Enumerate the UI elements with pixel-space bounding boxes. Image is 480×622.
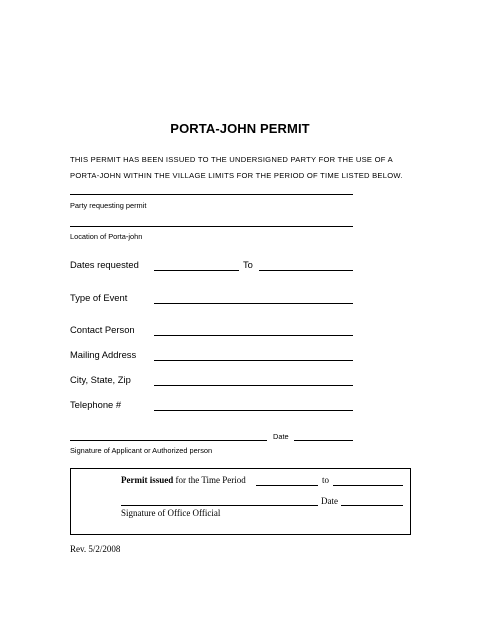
permit-issued-rest: for the Time Period — [173, 475, 246, 485]
dates-to-label: To — [243, 259, 253, 270]
permit-issued-text — [121, 475, 246, 485]
intro-line-1: THIS PERMIT HAS BEEN ISSUED TO THE UNDERSIGNED PARTY FOR THE USE OF A — [70, 155, 393, 164]
telephone-label: Telephone # — [70, 399, 122, 410]
intro-line-2: PORTA-JOHN WITHIN THE VILLAGE LIMITS FOR THE PERIOD OF TIME LISTED BELOW. — [70, 171, 403, 180]
city-state-zip-label: City, State, Zip — [70, 374, 131, 385]
office-signature-label: Signature of Office Official — [121, 508, 221, 518]
party-requesting-line[interactable] — [70, 194, 353, 195]
telephone-line[interactable] — [154, 410, 353, 411]
contact-person-line[interactable] — [154, 335, 353, 336]
location-line[interactable] — [70, 226, 353, 227]
dates-requested-to-line[interactable] — [259, 270, 353, 271]
city-state-zip-line[interactable] — [154, 385, 353, 386]
type-of-event-label: Type of Event — [70, 292, 128, 303]
time-period-from-line[interactable] — [256, 485, 318, 486]
page-title: PORTA-JOHN PERMIT — [170, 121, 310, 136]
mailing-address-label: Mailing Address — [70, 349, 137, 360]
office-date-line[interactable] — [341, 505, 403, 506]
mailing-address-line[interactable] — [154, 360, 353, 361]
office-use-box — [70, 468, 411, 535]
applicant-date-line[interactable] — [294, 440, 353, 441]
dates-requested-from-line[interactable] — [154, 270, 239, 271]
office-signature-line[interactable] — [121, 505, 318, 506]
contact-person-label: Contact Person — [70, 324, 135, 335]
permit-issued-bold: Permit issued — [121, 475, 174, 485]
office-date-label: Date — [321, 496, 338, 506]
applicant-date-label: Date — [273, 432, 289, 441]
type-of-event-line[interactable] — [154, 303, 353, 304]
revision-label: Rev. 5/2/2008 — [70, 544, 121, 554]
applicant-signature-line[interactable] — [70, 440, 267, 441]
applicant-signature-label: Signature of Applicant or Authorized person — [70, 446, 213, 455]
party-requesting-label: Party requesting permit — [70, 201, 147, 210]
location-label: Location of Porta-john — [70, 232, 143, 241]
time-period-to-label: to — [322, 475, 330, 485]
dates-requested-label: Dates requested — [70, 259, 139, 270]
time-period-to-line[interactable] — [333, 485, 403, 486]
